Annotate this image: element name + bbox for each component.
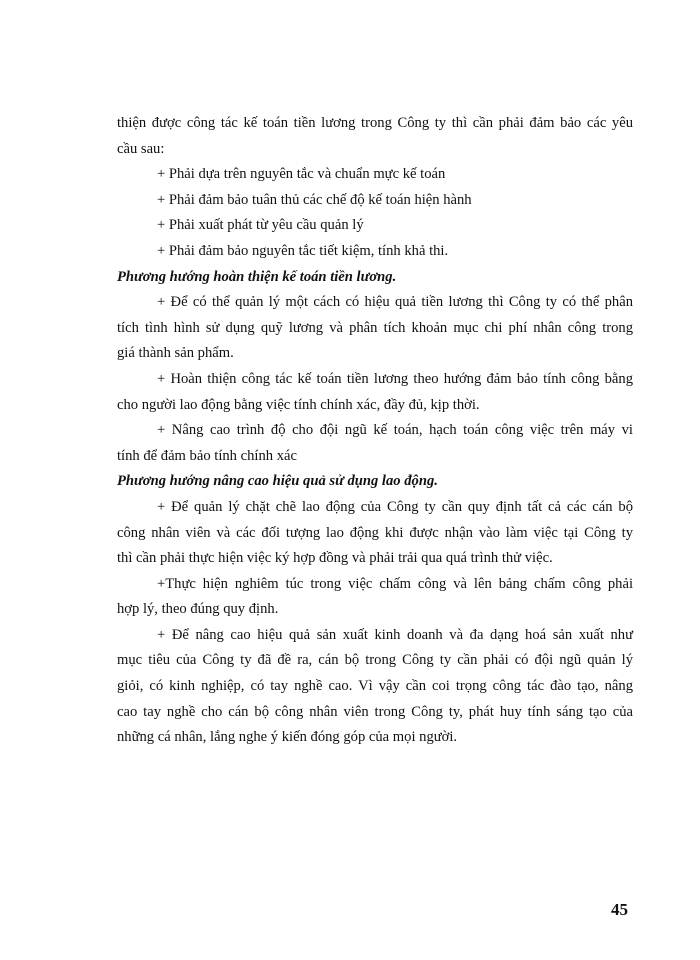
paragraph-first-line: + Nâng cao trình độ cho đội ngũ kế toán, hạch toán công việc trên máy vi [157, 422, 633, 439]
text-line: cao tay nghề cho cán bộ công nhân viên trong Công ty, phát huy tính sáng tạo của [117, 703, 633, 720]
text-line: giá thành sản phẩm. [117, 345, 234, 362]
bullet-line: + Phải xuất phát từ yêu cầu quản lý [157, 217, 364, 234]
text-line: tính để đảm bảo tính chính xác [117, 447, 297, 464]
section-heading: Phương hướng hoàn thiện kế toán tiền lương. [117, 268, 397, 285]
text-line: những cá nhân, lắng nghe ý kiến đóng góp của mọi người. [117, 729, 458, 746]
paragraph-first-line: + Hoàn thiện công tác kế toán tiền lương theo hướng đảm bảo tính công bằng [157, 370, 633, 387]
text-line: thiện được công tác kế toán tiền lương trong Công ty thì cần phải đảm bảo các yêu [117, 115, 633, 131]
paragraph-first-line: +Thực hiện nghiêm túc trong việc chấm công và lên bảng chấm công phải [157, 575, 633, 592]
body-text [117, 111, 633, 751]
text-line: thì cần phải thực hiện việc ký hợp đồng và phải trải qua quá trình thử việc. [117, 550, 553, 567]
paragraph-first-line: + Để có thể quản lý một cách có hiệu quả tiền lương thì Công ty có thể phân [157, 294, 633, 311]
bullet-line: + Phải dựa trên nguyên tắc và chuẩn mực kế toán [157, 166, 446, 183]
bullet-line: + Phải đảm bảo tuân thủ các chế độ kế toán hiện hành [157, 191, 472, 208]
text-line: tích tình hình sử dụng quỹ lương và phân tích khoản mục chi phí nhân công trong [117, 319, 633, 336]
paragraph-first-line: + Để nâng cao hiệu quả sản xuất kinh doanh và đa dạng hoá sản xuất như [157, 626, 633, 643]
bullet-line: + Phải đảm bảo nguyên tắc tiết kiệm, tính khả thi. [157, 242, 449, 259]
text-line: giỏi, có kinh nghiệp, có tay nghề cao. Vì vậy cần coi trọng công tác đào tạo, nâng [117, 678, 633, 695]
text-line: cho người lao động bằng việc tính chính xác, đầy đủ, kịp thời. [117, 396, 480, 413]
section-heading: Phương hướng nâng cao hiệu quả sử dụng lao động. [117, 473, 438, 490]
page-number: 45 [611, 900, 628, 919]
text-line: công nhân viên và các đối tượng lao động khi được nhận vào làm việc tại Công ty [117, 524, 633, 541]
text-line: cầu sau: [117, 140, 165, 157]
paragraph-first-line: + Để quản lý chặt chẽ lao động của Công ty cần quy định tất cả các cán bộ [157, 498, 633, 515]
text-line: hợp lý, theo đúng quy định. [117, 601, 279, 618]
text-line: mục tiêu của Công ty đã đề ra, cán bộ trong Công ty cần phải có đội ngũ quản lý [117, 652, 633, 669]
